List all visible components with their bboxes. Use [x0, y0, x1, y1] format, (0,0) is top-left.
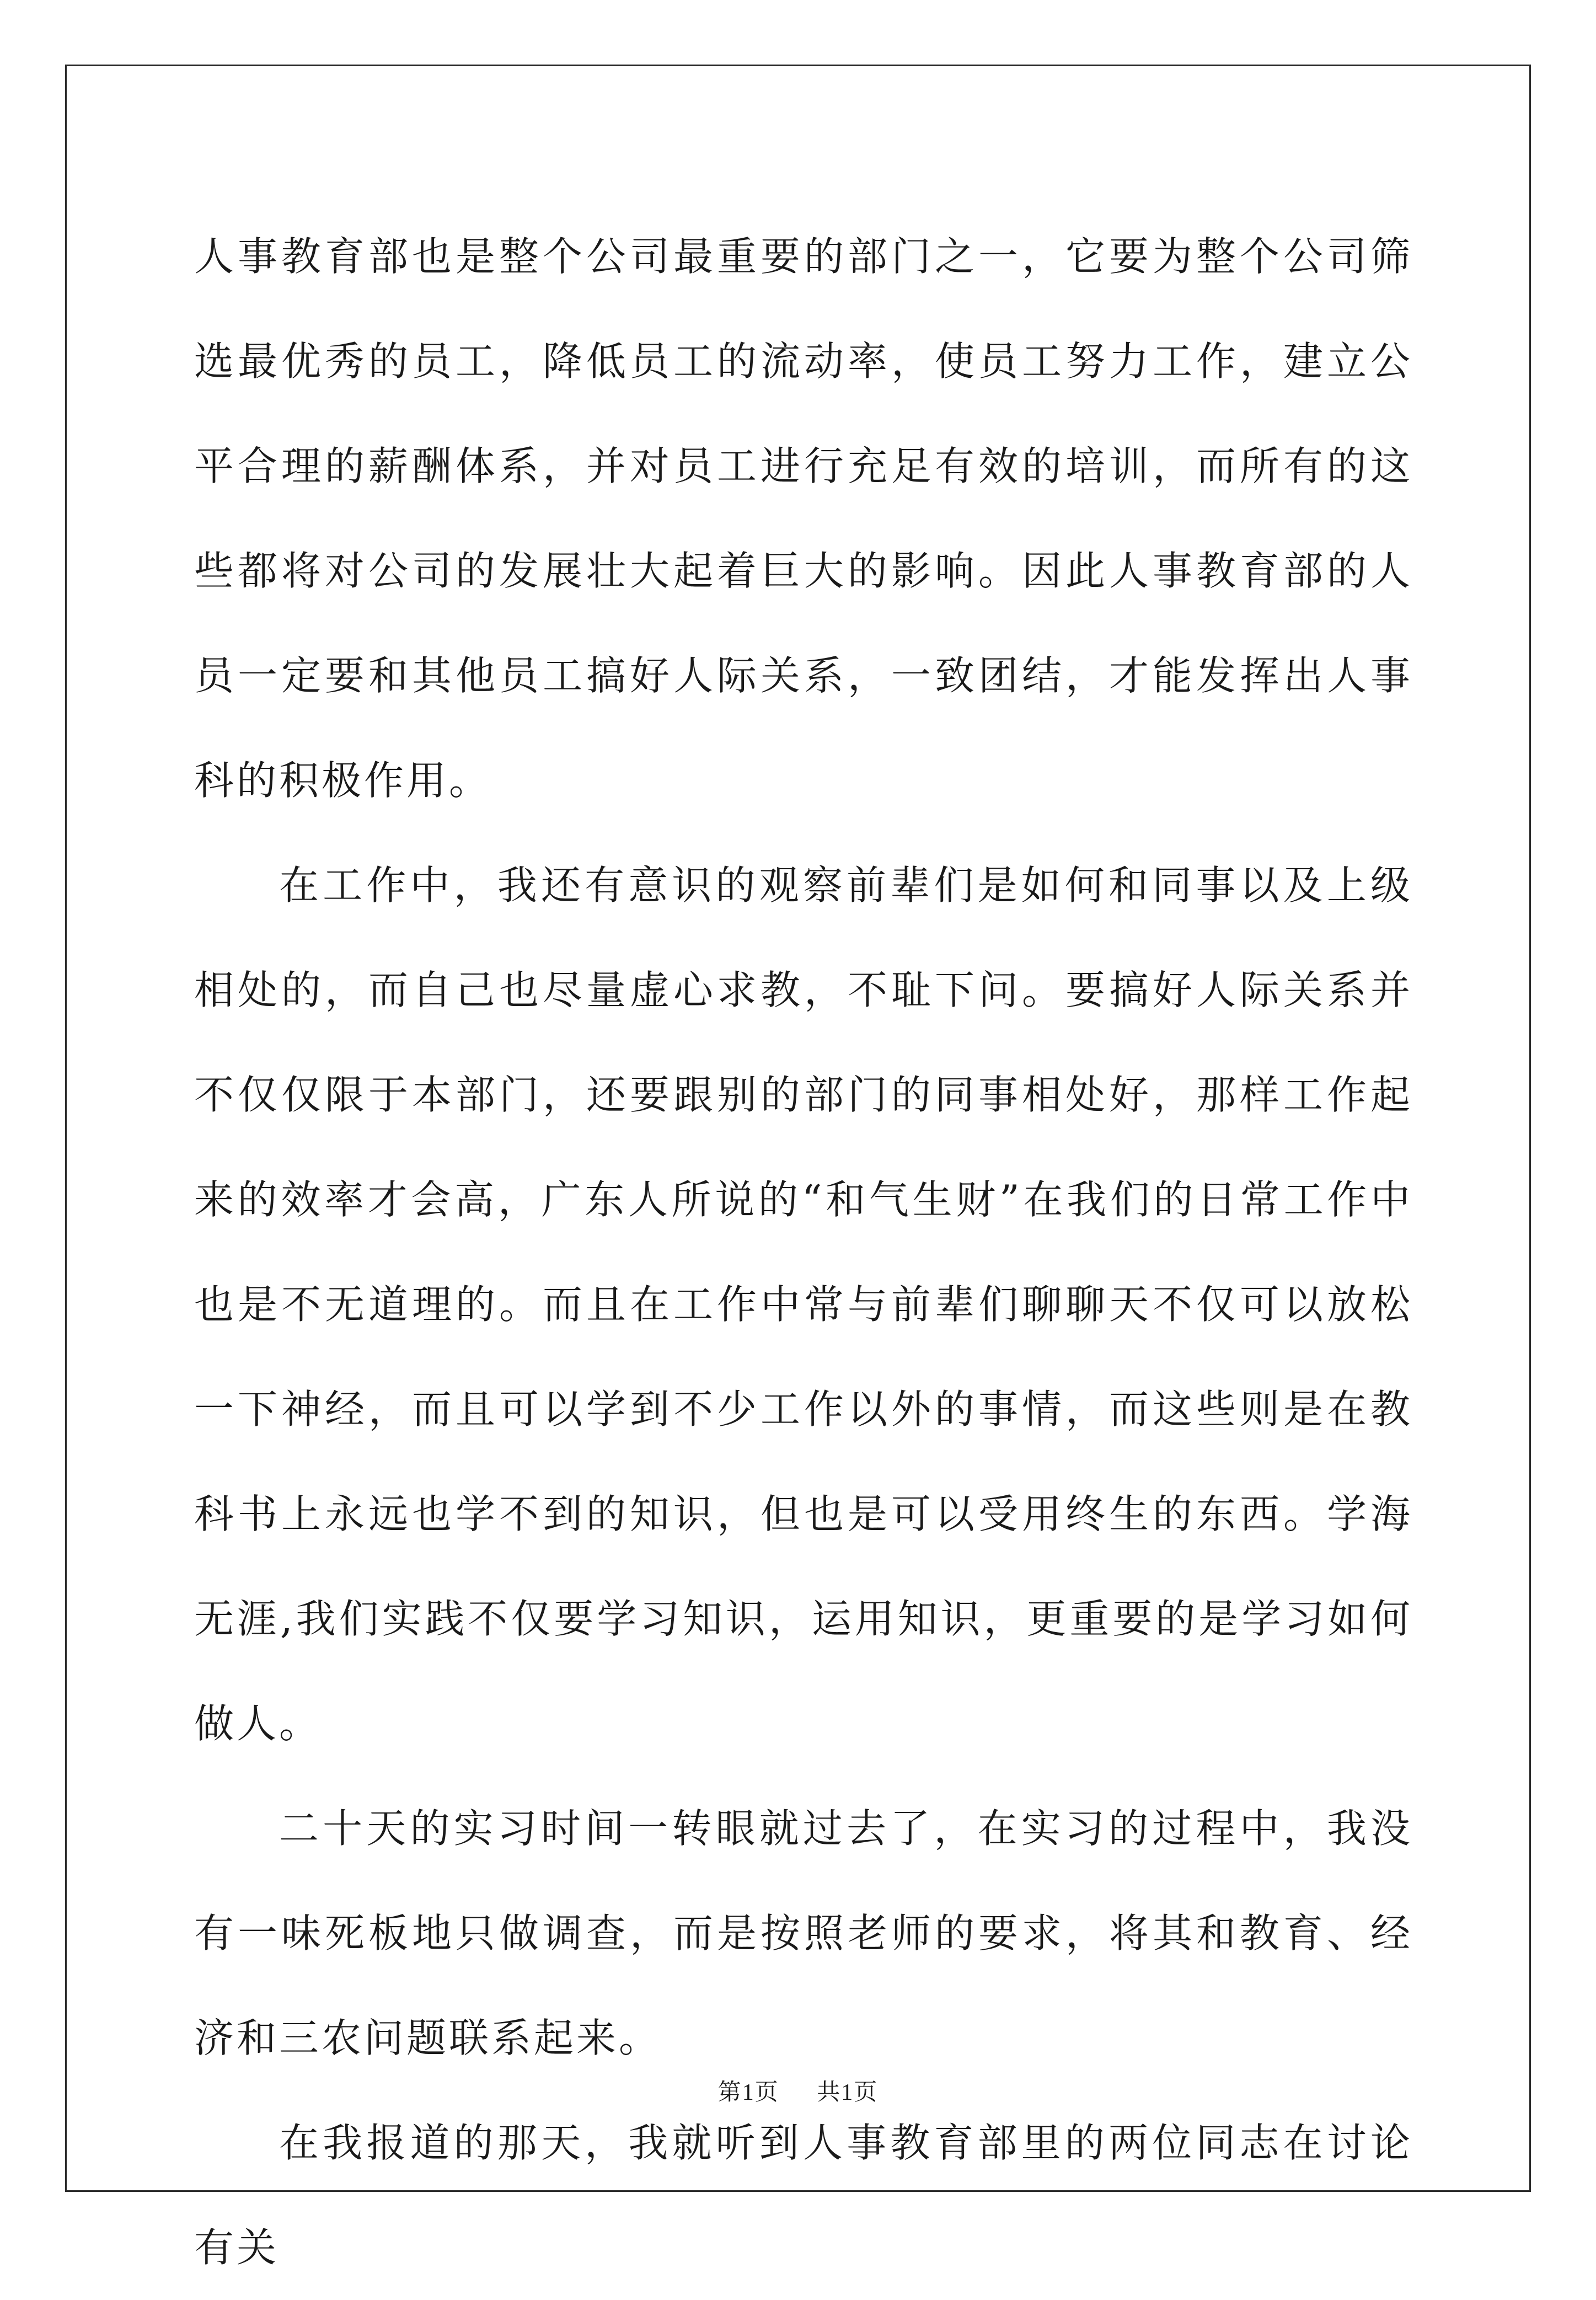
paragraph-2: 在工作中，我还有意识的观察前辈们是如何和同事以及上级相处的，而自己也尽量虚心求教，不耻下问。要搞好人际关系并不仅仅限于本部门，还要跟别的部门的同事相处好，那样工作起来的效率才会高，广东人所说的“和气生财”在我们的日常工作中也是不无道理的。而且在工作中常与前辈们聊聊天不仅可以放松一下神经，而且可以学到不少工作以外的事情，而这些则是在教科书上永远也学不到的知识，但也是可以受用终生的东西。学海无涯,我们实践不仅要学习知识，运用知识，更重要的是学习如何做人。 [194, 862, 1413, 1747]
total-pages: 共1页 [817, 2080, 879, 2105]
paragraph-1: 人事教育部也是整个公司最重要的部门之一，它要为整个公司筛选最优秀的员工，降低员工的流动率，使员工努力工作，建立公平合理的薪酬体系，并对员工进行充足有效的培训，而所有的这些都将对公司的发展壮大起着巨大的影响。因此人事教育部的人员一定要和其他员工搞好人际关系，一致团结，才能发挥出人事科的积极作用。 [194, 233, 1413, 804]
paragraph-4: 在我报道的那天，我就听到人事教育部里的两位同志在讨论有关 [194, 2120, 1413, 2271]
document-body [194, 204, 1413, 2300]
page-footer [0, 2074, 1596, 2107]
paragraph-3: 二十天的实习时间一转眼就过去了，在实习的过程中，我没有一味死板地只做调查，而是按照老师的要求，将其和教育、经济和三农问题联系起来。 [194, 1805, 1413, 2061]
page-number: 第1页 [717, 2080, 779, 2105]
